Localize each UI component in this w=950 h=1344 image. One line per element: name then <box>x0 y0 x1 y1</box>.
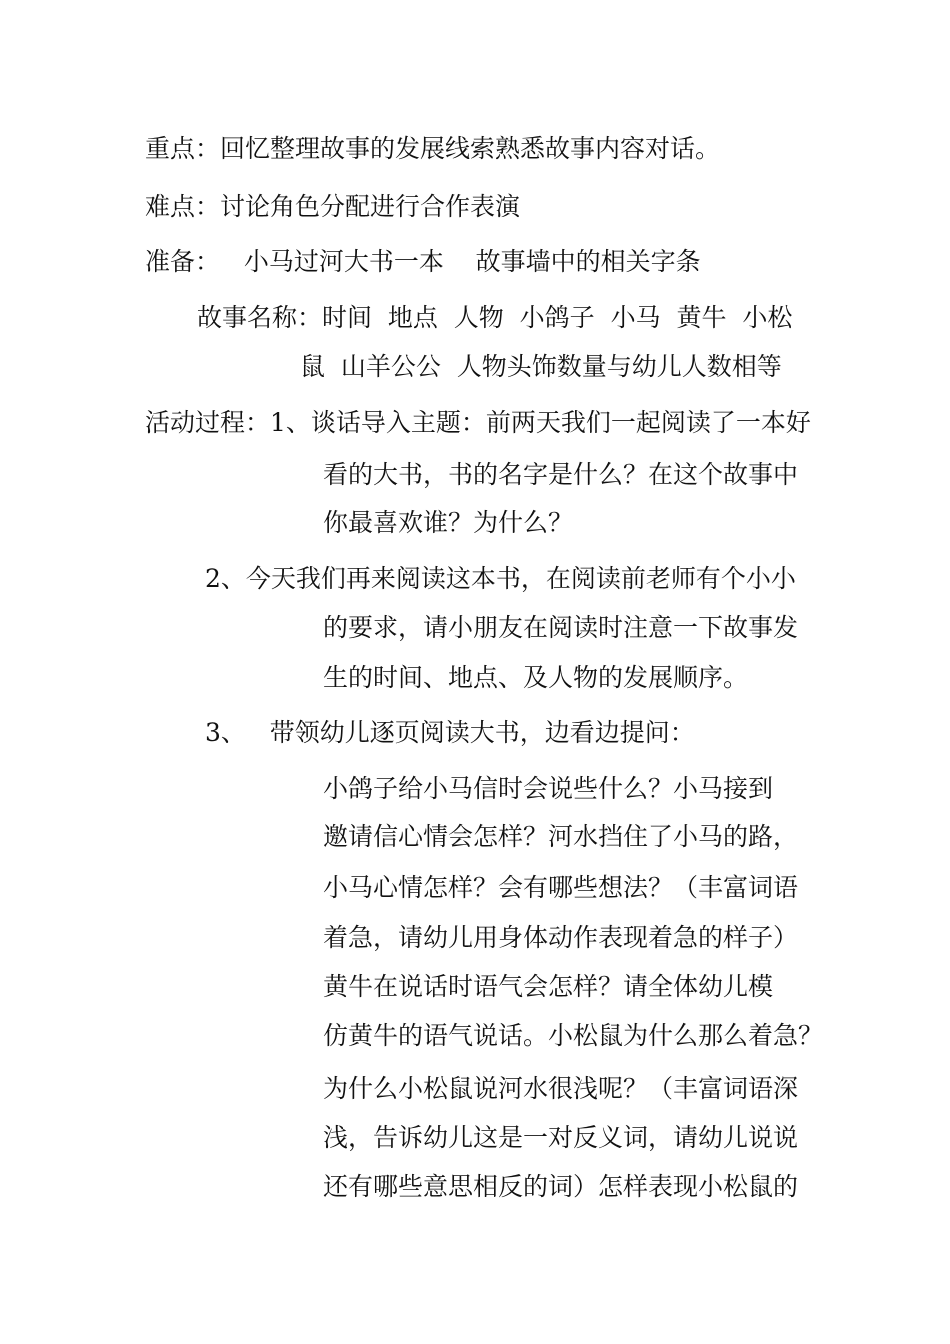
activity-step3-line-10: 还有哪些意思相反的词）怎样表现小松鼠的 <box>323 1172 799 1201</box>
activity-step3-line-2: 小鸽子给小马信时会说些什么？小马接到 <box>323 774 774 803</box>
activity-step1-line-3: 你最喜欢谁？为什么？ <box>323 508 574 537</box>
activity-step3-line-5: 着急，请幼儿用身体动作表现着急的样子） <box>323 923 799 952</box>
activity-step3-line-4: 小马心情怎样？会有哪些想法？（丰富词语 <box>323 873 799 902</box>
activity-step2-line-3: 生的时间、地点、及人物的发展顺序。 <box>323 663 749 692</box>
activity-step3-line-7: 仿黄牛的语气说话。小松鼠为什么那么着急？ <box>323 1021 824 1050</box>
activity-process-line: 活动过程：1、谈话导入主题：前两天我们一起阅读了一本好 <box>145 408 811 437</box>
key-point-line: 重点：回忆整理故事的发展线索熟悉故事内容对话。 <box>145 134 721 163</box>
difficulty-line: 难点：讨论角色分配进行合作表演 <box>145 192 521 221</box>
activity-step3-line-9: 浅，告诉幼儿这是一对反义词，请幼儿说说 <box>323 1123 799 1152</box>
story-name-line: 故事名称：时间 地点 人物 小鸽子 小马 黄牛 小松 <box>197 303 793 332</box>
activity-step1-line-2: 看的大书，书的名字是什么？在这个故事中 <box>323 460 799 489</box>
activity-step2-line-1: 2、今天我们再来阅读这本书，在阅读前老师有个小小 <box>205 564 796 593</box>
preparation-line: 准备： 小马过河大书一本 故事墙中的相关字条 <box>145 247 701 276</box>
activity-step3-line-8: 为什么小松鼠说河水很浅呢？（丰富词语深 <box>323 1074 799 1103</box>
activity-step3-line-6: 黄牛在说话时语气会怎样？请全体幼儿模 <box>323 972 774 1001</box>
activity-step3-line-3: 邀请信心情会怎样？河水挡住了小马的路， <box>323 822 799 851</box>
activity-step3-line-1: 3、 带领幼儿逐页阅读大书，边看边提问： <box>205 718 695 747</box>
story-name-continued-line: 鼠 山羊公公 人物头饰数量与幼儿人数相等 <box>300 352 782 381</box>
activity-step2-line-2: 的要求，请小朋友在阅读时注意一下故事发 <box>323 613 799 642</box>
